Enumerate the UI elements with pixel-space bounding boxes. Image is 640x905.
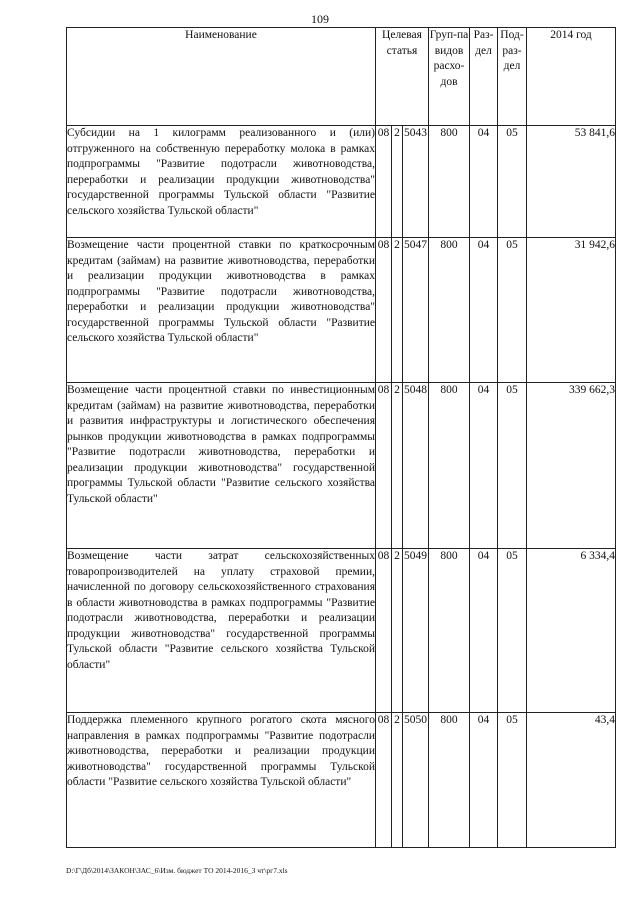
row-group: 800 bbox=[429, 549, 470, 713]
row-section: 04 bbox=[470, 383, 498, 549]
header-year: 2014 год bbox=[527, 28, 616, 126]
row-article-2: 2 bbox=[392, 383, 403, 549]
row-section: 04 bbox=[470, 713, 498, 848]
row-subsection: 05 bbox=[498, 238, 527, 383]
row-name: Возмещение части процентной ставки по инвестиционным кредитам (займам) на развитие животноводства, переработки и развития инфраструктуры и логистического обеспечения рынков продукции животноводства в рамках подпрограммы "Развитие подотрасли животноводства, переработки и реализации продукции животноводства" государственной программы Тульской области "Развитие сельского хозяйства Тульской области" bbox=[67, 383, 376, 549]
budget-table bbox=[66, 27, 616, 848]
row-article-3: 5049 bbox=[403, 549, 429, 713]
header-row bbox=[67, 28, 616, 126]
row-article-1: 08 bbox=[376, 383, 392, 549]
header-article: Целевая статья bbox=[376, 28, 429, 126]
table-row bbox=[67, 713, 616, 848]
row-subsection: 05 bbox=[498, 383, 527, 549]
row-amount: 339 662,3 bbox=[527, 383, 616, 549]
row-group: 800 bbox=[429, 238, 470, 383]
table-row bbox=[67, 549, 616, 713]
row-subsection: 05 bbox=[498, 126, 527, 238]
page-number: 109 bbox=[311, 12, 329, 26]
row-article-2: 2 bbox=[392, 126, 403, 238]
header-section: Раз-дел bbox=[470, 28, 498, 126]
row-article-3: 5050 bbox=[403, 713, 429, 848]
row-article-1: 08 bbox=[376, 126, 392, 238]
row-subsection: 05 bbox=[498, 549, 527, 713]
table-row bbox=[67, 383, 616, 549]
row-article-1: 08 bbox=[376, 713, 392, 848]
row-group: 800 bbox=[429, 126, 470, 238]
row-article-3: 5048 bbox=[403, 383, 429, 549]
row-name: Поддержка племенного крупного рогатого скота мясного направления в рамках подпрограммы "Развитие подотрасли животноводства, переработки и реализации продукции животноводства" государственной программы Тульской области "Развитие сельского хозяйства Тульской области" bbox=[67, 713, 376, 848]
row-article-3: 5047 bbox=[403, 238, 429, 383]
file-path-footer: D:\Г\Дб\2014\ЗАКОН\ЗАС_6\Изм. бюджет ТО 2014-2016_3 чт\рг7.xls bbox=[66, 866, 288, 875]
row-amount: 31 942,6 bbox=[527, 238, 616, 383]
row-name: Субсидии на 1 килограмм реализованного и (или) отгруженного на собственную переработку молока в рамках подпрограммы "Развитие подотрасли животноводства, переработки и реализации продукции животноводства" государственной программы Тульской области "Развитие сельского хозяйства Тульской области" bbox=[67, 126, 376, 238]
row-name: Возмещение части затрат сельскохозяйственных товаропроизводителей на уплату страховой премии, начисленной по договору сельскохозяйственного страхования в области животноводства в рамках подпрограммы "Развитие подотрасли животноводства, переработки и реализации продукции животноводства" государственной программы Тульской области "Развитие сельского хозяйства Тульской области" bbox=[67, 549, 376, 713]
row-article-2: 2 bbox=[392, 238, 403, 383]
header-subsection: Под-раз-дел bbox=[498, 28, 527, 126]
header-group: Груп-па видов расхо-дов bbox=[429, 28, 470, 126]
row-group: 800 bbox=[429, 383, 470, 549]
row-amount: 53 841,6 bbox=[527, 126, 616, 238]
row-amount: 43,4 bbox=[527, 713, 616, 848]
row-subsection: 05 bbox=[498, 713, 527, 848]
table-row bbox=[67, 238, 616, 383]
row-article-1: 08 bbox=[376, 238, 392, 383]
row-group: 800 bbox=[429, 713, 470, 848]
row-article-2: 2 bbox=[392, 549, 403, 713]
row-section: 04 bbox=[470, 126, 498, 238]
row-article-3: 5043 bbox=[403, 126, 429, 238]
table-row bbox=[67, 126, 616, 238]
row-section: 04 bbox=[470, 549, 498, 713]
header-name: Наименование bbox=[67, 28, 376, 126]
row-amount: 6 334,4 bbox=[527, 549, 616, 713]
row-name: Возмещение части процентной ставки по краткосрочным кредитам (займам) на развитие животноводства, переработки и реализации продукции животноводства в рамках подпрограммы "Развитие подотрасли животноводства, переработки и реализации продукции животноводства" государственной программы Тульской области "Развитие сельского хозяйства Тульской области" bbox=[67, 238, 376, 383]
row-section: 04 bbox=[470, 238, 498, 383]
row-article-2: 2 bbox=[392, 713, 403, 848]
row-article-1: 08 bbox=[376, 549, 392, 713]
